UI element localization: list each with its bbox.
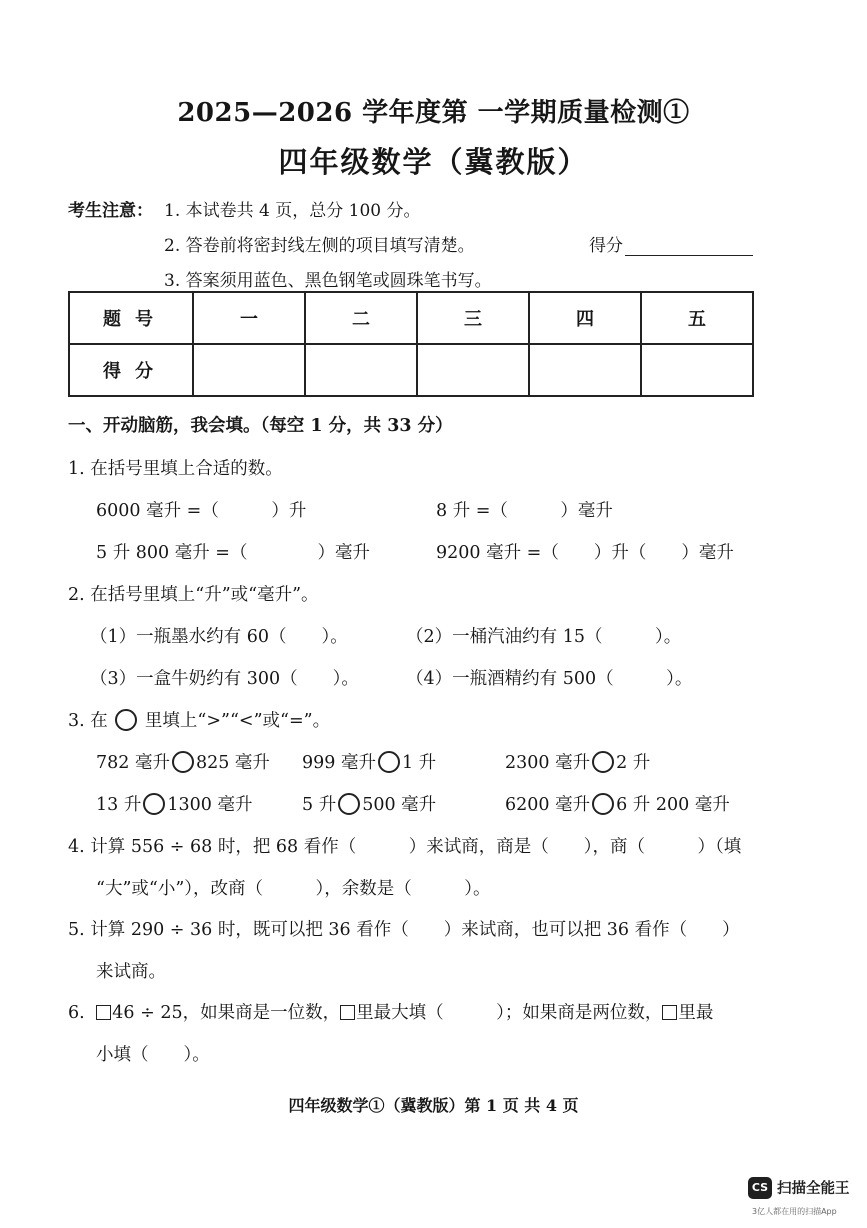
- q3-pair-5: [302, 791, 436, 816]
- q2-stem: 2. 在括号里填上“升”或“毫升”。: [68, 585, 319, 605]
- total-score-label: 得分: [589, 236, 623, 256]
- score-table-row-score: 得分: [69, 344, 193, 396]
- q1-item-3: 5 升 800 毫升 =（ ）毫升: [96, 543, 370, 563]
- watermark-tagline: 3亿人都在用的扫描App: [752, 1207, 837, 1216]
- score-table-score-row: [69, 344, 753, 396]
- q5-line-2: 来试商。: [96, 962, 166, 982]
- q3-pair-left: 999 毫升: [302, 753, 376, 773]
- score-table-col-5: 五: [641, 292, 753, 344]
- score-table-col-4: 四: [529, 292, 641, 344]
- score-cell-2[interactable]: [305, 344, 417, 396]
- score-cell-1[interactable]: [193, 344, 305, 396]
- notes-item-1: 1. 本试卷共 4 页，总分 100 分。: [164, 201, 421, 221]
- page-footer: 四年级数学①（冀教版）第 1 页 共 4 页: [288, 1096, 579, 1115]
- q4-line-1: 4. 计算 556 ÷ 68 时，把 68 看作（ ）来试商，商是（ ），商（ ）（填: [68, 837, 742, 857]
- q3-pair-left: 2300 毫升: [505, 753, 591, 773]
- q3-pair-left: 13 升: [96, 795, 142, 815]
- q3-compare-circle[interactable]: [592, 793, 614, 815]
- square-blank-icon: [340, 1005, 355, 1020]
- q3-pair-3: [505, 749, 650, 774]
- score-table-col-2: 二: [305, 292, 417, 344]
- q3-compare-circle[interactable]: [378, 751, 400, 773]
- total-score-field: [589, 231, 753, 256]
- q2-item-4: （4）一瓶酒精约有 500（ ）。: [406, 669, 693, 689]
- q3-pair-right: 6 升 200 毫升: [616, 795, 730, 815]
- notes-item-3: 3. 答案须用蓝色、黑色钢笔或圆珠笔书写。: [164, 271, 492, 291]
- q2-item-1: （1）一瓶墨水约有 60（ ）。: [90, 627, 348, 647]
- q3-pair-2: [302, 749, 436, 774]
- q3-pair-right: 1300 毫升: [167, 795, 253, 815]
- q3-compare-circle[interactable]: [143, 793, 165, 815]
- q1-item-1: 6000 毫升 =（ ）升: [96, 501, 307, 521]
- score-table-header-row: [69, 292, 753, 344]
- q2-item-3: （3）一盒牛奶约有 300（ ）。: [90, 669, 359, 689]
- score-cell-5[interactable]: [641, 344, 753, 396]
- q3-pair-left: 6200 毫升: [505, 795, 591, 815]
- score-table-row-head: 题号: [69, 292, 193, 344]
- square-blank-icon: [96, 1005, 111, 1020]
- total-score-line: [625, 237, 753, 256]
- score-table-col-1: 一: [193, 292, 305, 344]
- q6-number: 6.: [68, 1003, 85, 1023]
- q3-pair-right: 1 升: [401, 753, 437, 773]
- score-cell-4[interactable]: [529, 344, 641, 396]
- q2-item-2: （2）一桶汽油约有 15（ ）。: [406, 627, 682, 647]
- camscanner-logo-icon: CS: [748, 1177, 772, 1199]
- q4-line-2: “大”或“小”），改商（ ），余数是（ ）。: [96, 879, 491, 899]
- q6-part-3: 里最: [678, 1003, 714, 1023]
- q3-compare-circle[interactable]: [338, 793, 360, 815]
- q1-stem: 1. 在括号里填上合适的数。: [68, 459, 283, 479]
- q3-stem-before: 3. 在: [68, 711, 108, 731]
- notes-item-2: 2. 答卷前将密封线左侧的项目填写清楚。: [164, 236, 475, 256]
- q5-line-1: 5. 计算 290 ÷ 36 时，既可以把 36 看作（ ）来试商，也可以把 36 看作（ ）: [68, 920, 740, 940]
- q3-compare-circle[interactable]: [592, 751, 614, 773]
- score-table-col-3: 三: [417, 292, 529, 344]
- q3-stem-after: 里填上“>”“<”或“=”。: [144, 711, 331, 731]
- q6-line-1: [68, 999, 713, 1024]
- q6-part-2: 里最大填（ ）；如果商是两位数，: [356, 1003, 663, 1023]
- q3-pair-right: 2 升: [616, 753, 651, 773]
- q3-pair-left: 5 升: [302, 795, 337, 815]
- q3-pair-left: 782 毫升: [96, 753, 170, 773]
- exam-title: 2025—2026 学年度第 一学期质量检测①: [177, 98, 690, 128]
- q3-compare-circle[interactable]: [172, 751, 194, 773]
- q6-line-2: 小填（ ）。: [96, 1045, 210, 1065]
- q3-pair-4: [96, 791, 252, 816]
- circle-blank-icon: [115, 709, 137, 731]
- exam-subtitle: 四年级数学（冀教版）: [278, 145, 589, 179]
- score-table: [68, 291, 754, 397]
- notes-label: 考生注意：: [68, 201, 153, 221]
- square-blank-icon: [662, 1005, 677, 1020]
- q3-pair-1: [96, 749, 270, 774]
- q3-stem: [68, 707, 330, 732]
- score-cell-3[interactable]: [417, 344, 529, 396]
- q6-part-1: 46 ÷ 25，如果商是一位数，: [112, 1003, 341, 1023]
- q3-pair-6: [505, 791, 730, 816]
- q3-pair-right: 825 毫升: [195, 753, 270, 773]
- section-1-heading: 一、开动脑筋，我会填。（每空 1 分，共 33 分）: [68, 416, 453, 436]
- q1-item-4: 9200 毫升 =（ ）升（ ）毫升: [436, 543, 734, 563]
- q1-item-2: 8 升 =（ ）毫升: [436, 501, 613, 521]
- watermark-name: 扫描全能王: [777, 1181, 850, 1197]
- q3-pair-right: 500 毫升: [362, 795, 437, 815]
